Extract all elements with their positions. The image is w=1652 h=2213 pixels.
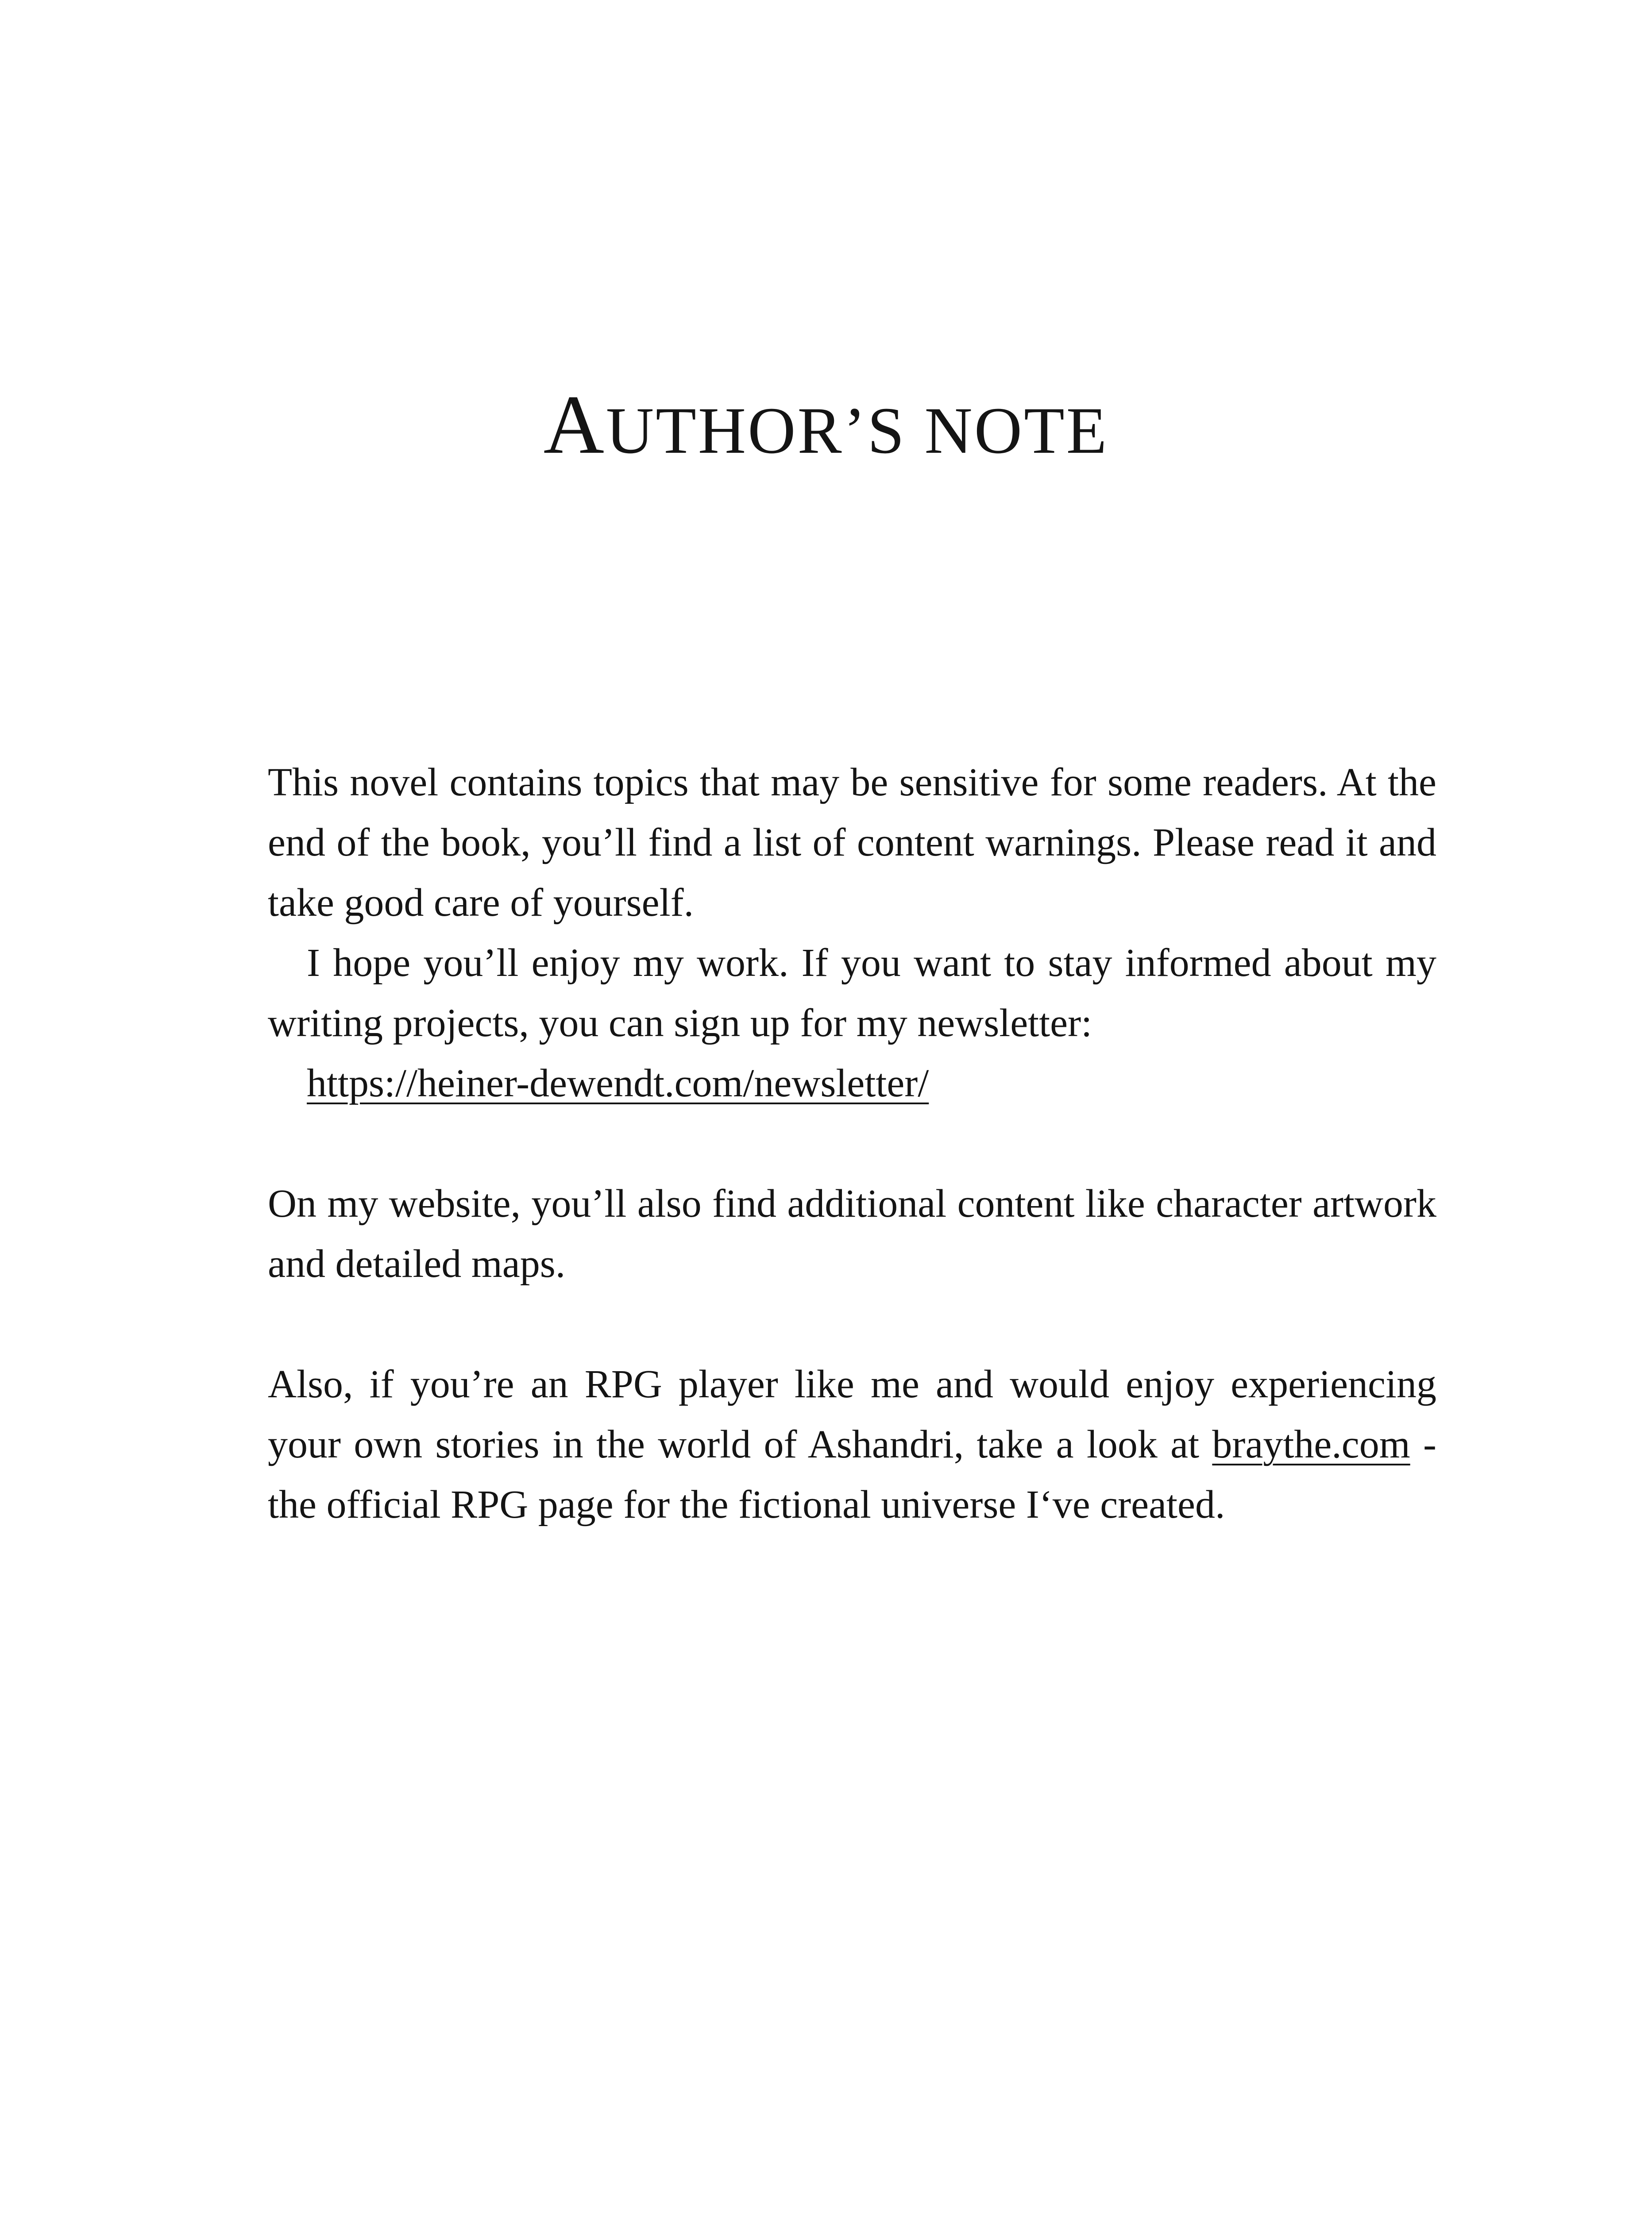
rpg-paragraph: [268, 1354, 1436, 1535]
newsletter-link[interactable]: https://heiner-dewendt.com/newsletter/: [307, 1061, 929, 1105]
content-warning-paragraph: This novel contains topics that may be sensitive for some readers. At the end of the book, you’ll find a list of content warnings. Please read it and take good care of yourself.: [268, 760, 1436, 925]
newsletter-paragraph: I hope you’ll enjoy my work. If you want to stay informed about my writing projects, you can sign up for my newsletter:: [268, 941, 1436, 1045]
title-rest: UTHOR’S NOTE: [606, 394, 1109, 467]
newsletter-link-line: [268, 1053, 1436, 1114]
rpg-text-before: Also, if you’re an RPG player like me and would enjoy experiencing your own stories in the world of Ashandri, take a look at: [268, 1362, 1436, 1466]
rpg-text-after: - the official RPG page for the fictional universe I‘ve created.: [268, 1423, 1436, 1527]
website-paragraph: On my website, you’ll also find additional content like character artwork and detailed maps.: [268, 1182, 1436, 1286]
page-title: [0, 378, 1652, 475]
title-initial: A: [543, 378, 606, 471]
note-body: [268, 752, 1436, 1535]
rpg-link[interactable]: braythe.com: [1212, 1423, 1410, 1466]
